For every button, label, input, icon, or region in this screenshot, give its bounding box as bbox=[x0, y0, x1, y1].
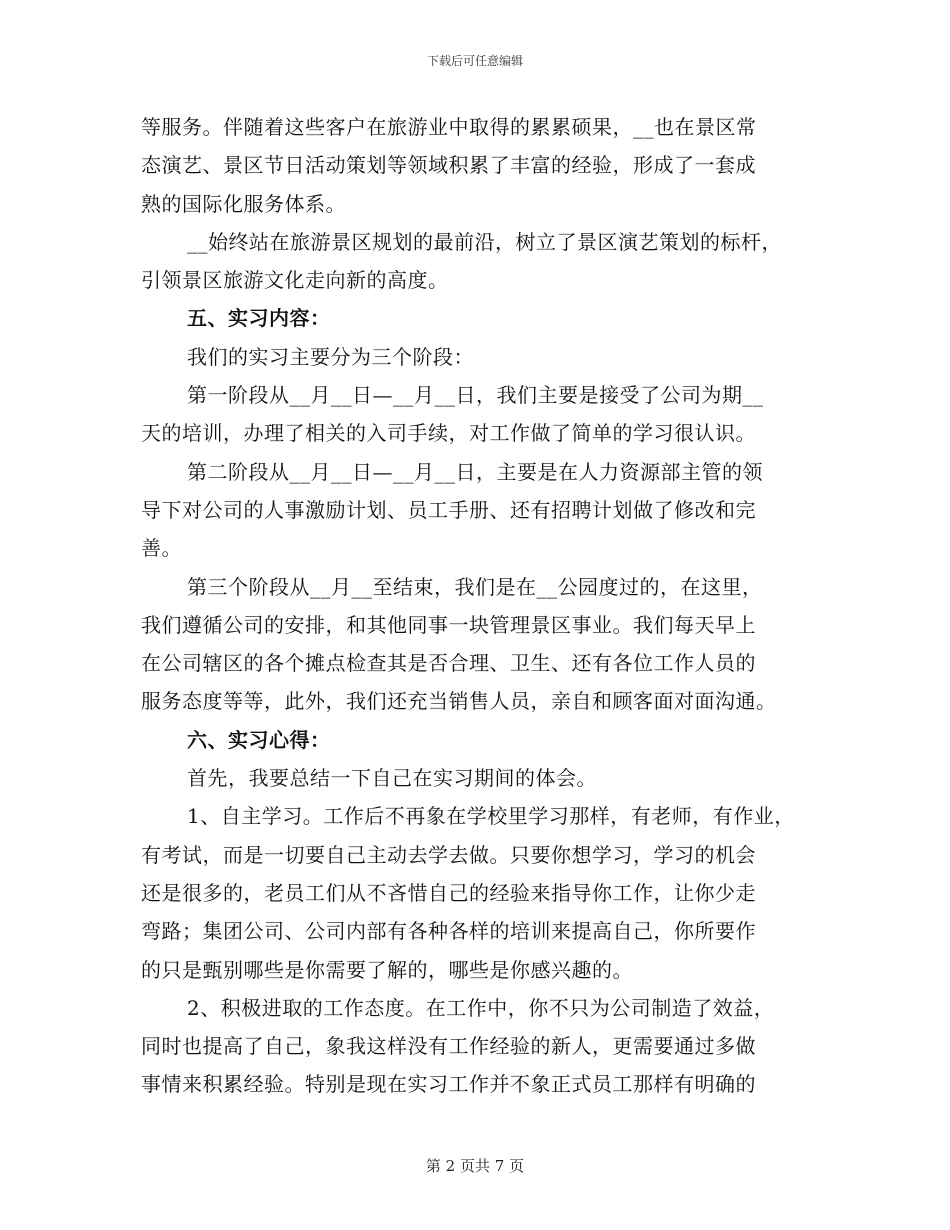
text-line: 2、积极进取的工作态度。在工作中，你不只为公司制造了效益， bbox=[187, 995, 775, 1020]
section-heading: 五、实习内容： bbox=[187, 306, 331, 331]
text-line: 事情来积累经验。特别是现在实习工作并不象正式员工那样有明确的 bbox=[141, 1072, 756, 1097]
text-line: 服务态度等等，此外，我们还充当销售人员，亲自和顾客面对面沟通。 bbox=[141, 689, 777, 714]
text-line: 天的培训，办理了相关的入司手续，对工作做了简单的学习很认识。 bbox=[141, 421, 756, 446]
section-heading: 六、实习心得： bbox=[187, 727, 331, 752]
text-line: 善。 bbox=[141, 536, 182, 561]
text-line: 第一阶段从__月__日—__月__日，我们主要是接受了公司为期__ bbox=[187, 383, 764, 408]
text-line: 有考试，而是一切要自己主动去学去做。只要你想学习，学习的机会 bbox=[141, 842, 756, 867]
text-line: 还是很多的，老员工们从不吝惜自己的经验来指导你工作，让你少走 bbox=[141, 880, 756, 905]
document-body bbox=[141, 108, 813, 1104]
text-line: 在公司辖区的各个摊点检查其是否合理、卫生、还有各位工作人员的 bbox=[141, 651, 756, 676]
text-line: 态演艺、景区节日活动策划等领域积累了丰富的经验，形成了一套成 bbox=[141, 153, 756, 178]
page-footer: 第 2 页共 7 页 bbox=[425, 1157, 525, 1175]
text-line: 等服务。伴随着这些客户在旅游业中取得的累累硕果，__也在景区常 bbox=[141, 115, 757, 139]
text-line: 第三个阶段从__月__至结束，我们是在__公园度过的，在这里， bbox=[187, 574, 763, 599]
text-line: 弯路；集团公司、公司内部有各种各样的培训来提高自己，你所要作 bbox=[141, 919, 756, 944]
text-line: 熟的国际化服务体系。 bbox=[141, 191, 346, 216]
text-line: 的只是甄别哪些是你需要了解的，哪些是你感兴趣的。 bbox=[141, 957, 633, 982]
page-header: 下载后可任意编辑 bbox=[426, 54, 523, 68]
text-line: 我们遵循公司的安排，和其他同事一块管理景区事业。我们每天早上 bbox=[141, 612, 756, 637]
text-line: 同时也提高了自己，象我这样没有工作经验的新人，更需要通过多做 bbox=[141, 1034, 756, 1059]
text-line: 引领景区旅游文化走向新的高度。 bbox=[141, 268, 449, 293]
text-line: 我们的实习主要分为三个阶段： bbox=[187, 344, 474, 369]
text-line: 第二阶段从__月__日—__月__日，主要是在人力资源部主管的领 bbox=[187, 459, 763, 484]
text-line: 首先，我要总结一下自己在实习期间的体会。 bbox=[187, 766, 597, 791]
text-line: 导下对公司的人事激励计划、员工手册、还有招聘计划做了修改和完 bbox=[141, 497, 756, 522]
text-line: __始终站在旅游景区规划的最前沿，树立了景区演艺策划的标杆， bbox=[187, 229, 782, 254]
text-line: 1、自主学习。工作后不再象在学校里学习那样，有老师，有作业， bbox=[187, 804, 795, 829]
